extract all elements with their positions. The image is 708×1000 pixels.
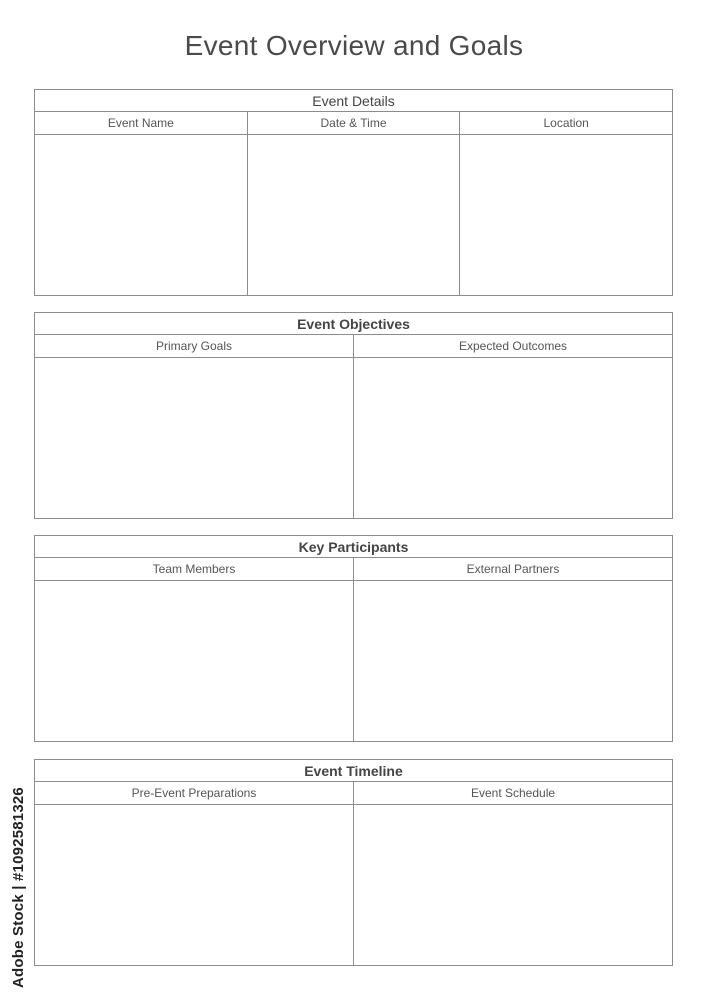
column-header: Date & Time bbox=[248, 112, 460, 135]
event-schedule-column bbox=[354, 782, 672, 965]
key-participants-section bbox=[34, 535, 673, 742]
date-time-column bbox=[248, 112, 461, 295]
section-columns bbox=[35, 112, 672, 295]
section-columns bbox=[35, 335, 672, 518]
section-header: Event Details bbox=[35, 90, 672, 112]
column-header: External Partners bbox=[354, 558, 672, 581]
section-header: Event Objectives bbox=[35, 313, 672, 335]
column-header: Pre-Event Preparations bbox=[35, 782, 353, 805]
event-name-field[interactable] bbox=[35, 135, 247, 295]
expected-outcomes-column bbox=[354, 335, 672, 518]
external-partners-column bbox=[354, 558, 672, 741]
column-header: Expected Outcomes bbox=[354, 335, 672, 358]
event-objectives-section bbox=[34, 312, 673, 519]
section-columns bbox=[35, 782, 672, 965]
section-columns bbox=[35, 558, 672, 741]
pre-event-preparations-column bbox=[35, 782, 354, 965]
column-header: Location bbox=[460, 112, 672, 135]
event-name-column bbox=[35, 112, 248, 295]
section-header: Event Timeline bbox=[35, 760, 672, 782]
event-timeline-section bbox=[34, 759, 673, 966]
event-details-section bbox=[34, 89, 673, 296]
column-header: Team Members bbox=[35, 558, 353, 581]
location-field[interactable] bbox=[460, 135, 672, 295]
page-title: Event Overview and Goals bbox=[184, 30, 524, 61]
primary-goals-field[interactable] bbox=[35, 358, 353, 518]
watermark-text: Adobe Stock | #1092581326 bbox=[10, 787, 27, 988]
team-members-field[interactable] bbox=[35, 581, 353, 741]
team-members-column bbox=[35, 558, 354, 741]
column-header: Event Schedule bbox=[354, 782, 672, 805]
location-column bbox=[460, 112, 672, 295]
event-schedule-field[interactable] bbox=[354, 805, 672, 965]
expected-outcomes-field[interactable] bbox=[354, 358, 672, 518]
primary-goals-column bbox=[35, 335, 354, 518]
pre-event-preparations-field[interactable] bbox=[35, 805, 353, 965]
column-header: Event Name bbox=[35, 112, 247, 135]
external-partners-field[interactable] bbox=[354, 581, 672, 741]
date-time-field[interactable] bbox=[248, 135, 460, 295]
column-header: Primary Goals bbox=[35, 335, 353, 358]
section-header: Key Participants bbox=[35, 536, 672, 558]
